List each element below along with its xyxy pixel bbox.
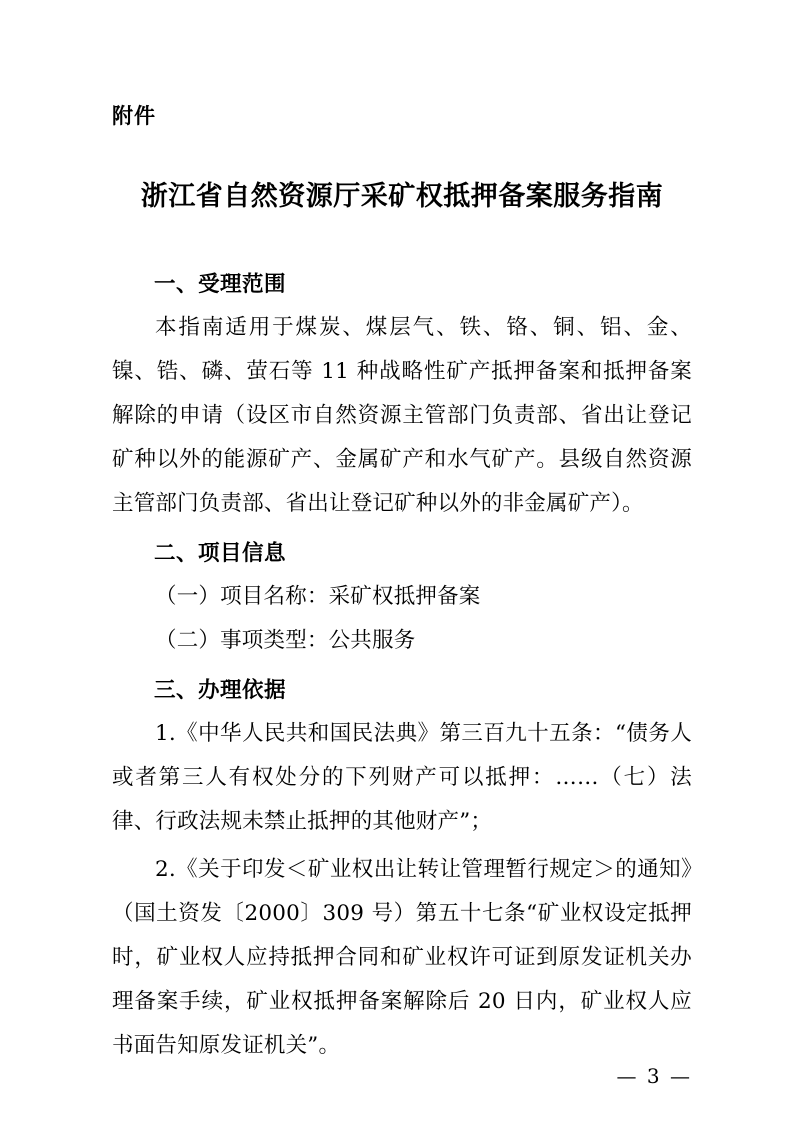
section-paragraph-legal-basis-2: 2.《关于印发＜矿业权出让转让管理暂行规定＞的通知》（国土资发〔2000〕309 号）第五十七条“矿业权设定抵押时，矿业权人应持抵押合同和矿业权许可证到原发证机关办理备案手续，矿业权抵押备案解除后 20 日内，矿业权人应书面告知原发证机关”。	[112, 857, 692, 1058]
section-heading-scope: 一、受理范围	[154, 272, 287, 297]
section-project-info	[112, 536, 692, 663]
section-paragraph-matter-type: （二）事项类型：公共服务	[155, 628, 416, 653]
section-paragraph-scope-1: 本指南适用于煤炭、煤层气、铁、铬、铜、铝、金、镍、锆、磷、萤石等 11 种战略性矿产抵押备案和抵押备案解除的申请（设区市自然资源主管部门负责部、省出让登记矿种以外的能源矿产、金属矿产和水气矿产。县级自然资源主管部门负责部、省出让登记矿种以外的非金属矿产）。	[112, 315, 692, 516]
section-paragraph-project-name: （一）项目名称：采矿权抵押备案	[155, 584, 481, 609]
spacer	[112, 663, 692, 673]
spacer	[112, 526, 692, 536]
section-heading-project-info: 二、项目信息	[154, 541, 287, 566]
attachment-label: 附件	[112, 104, 156, 128]
section-paragraph-legal-basis-1: 1.《中华人民共和国民法典》第三百九十五条：“债务人或者第三人有权处分的下列财产可以抵押：……（七）法律、行政法规未禁止抵押的其他财产”；	[112, 721, 692, 834]
section-heading-legal-basis: 三、办理依据	[154, 678, 287, 703]
page-title: 浙江省自然资源厅采矿权抵押备案服务指南	[140, 181, 664, 212]
section-scope	[112, 267, 692, 526]
section-legal-basis	[112, 673, 692, 1068]
page-number: — 3 —	[616, 1064, 692, 1088]
